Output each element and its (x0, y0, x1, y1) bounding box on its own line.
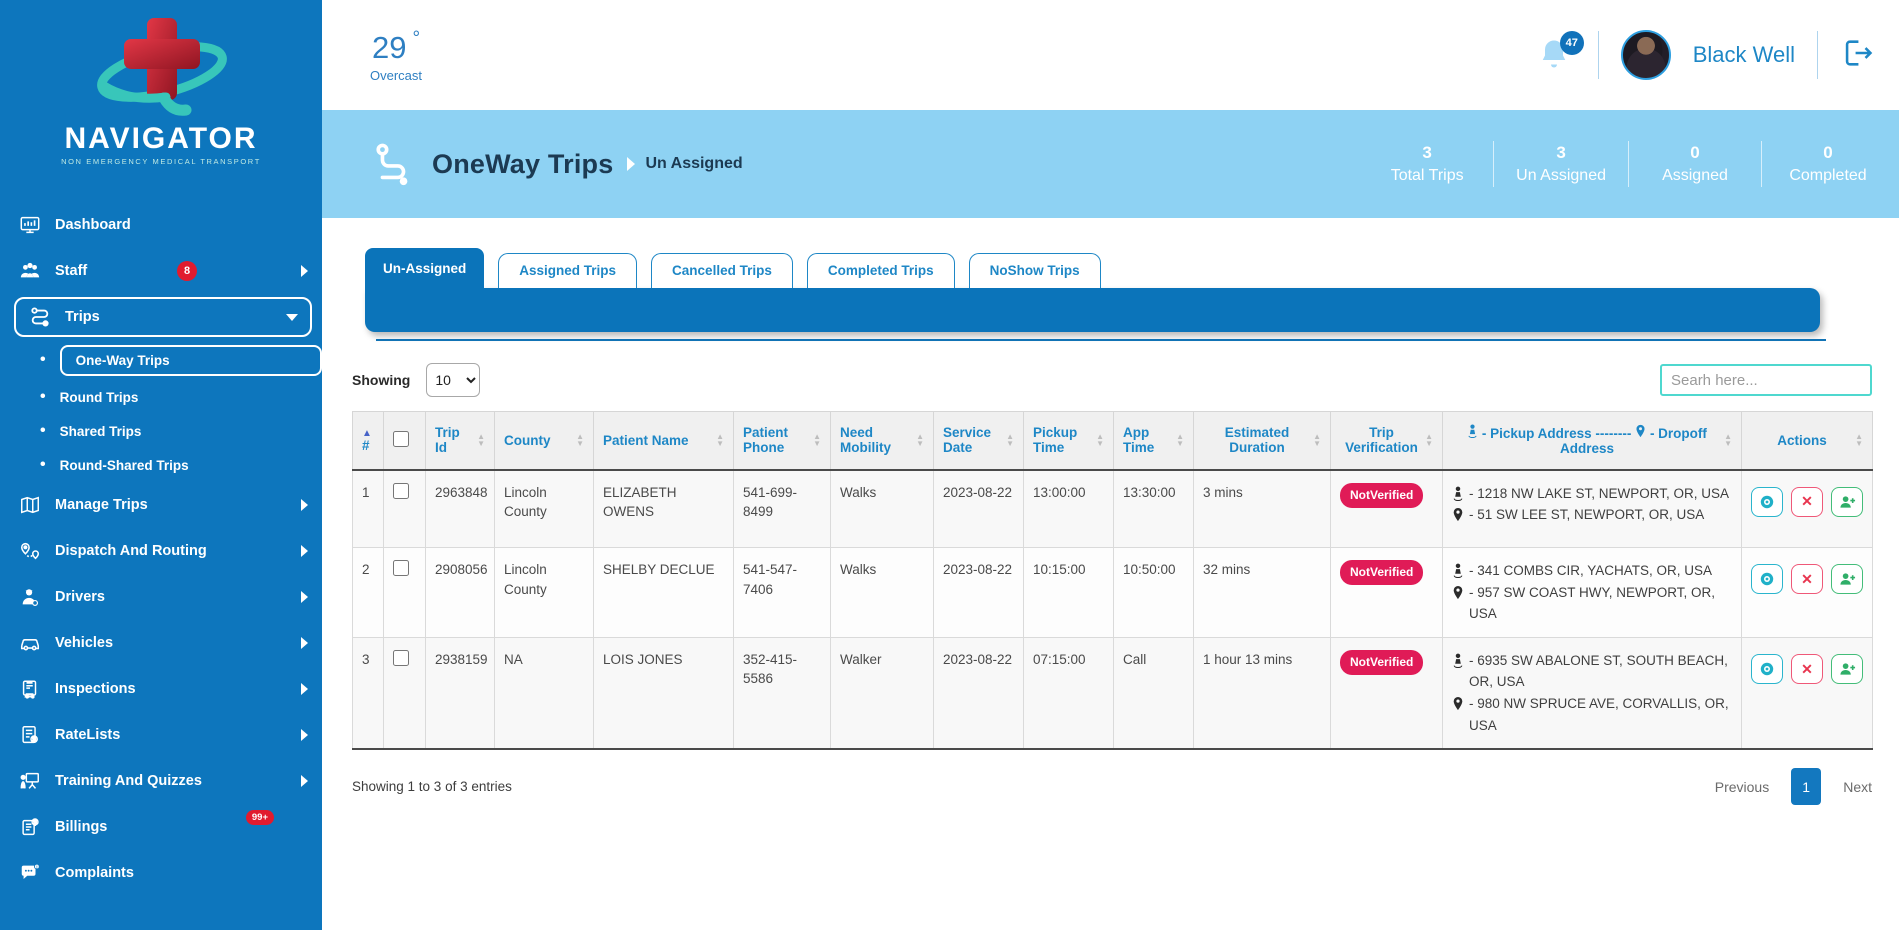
stat-total-trips (1375, 143, 1479, 185)
select-all-checkbox[interactable] (393, 431, 409, 447)
training-icon (18, 769, 42, 793)
estimated-duration-cell: 1 hour 13 mins (1194, 637, 1331, 749)
user-avatar[interactable] (1621, 30, 1671, 80)
view-trip-button[interactable] (1751, 654, 1783, 684)
dropoff-pin-icon (1452, 585, 1464, 600)
tab-assigned-trips[interactable]: Assigned Trips (498, 253, 637, 288)
view-trip-button[interactable] (1751, 564, 1783, 594)
patient-phone-cell: 541-699-8499 (734, 470, 831, 548)
sort-arrows[interactable]: ▲ ▼ (916, 432, 924, 449)
sort-arrows[interactable]: ▲ ▼ (1176, 432, 1184, 449)
submenu-item-label: One-Way Trips (60, 345, 322, 376)
stat-label: Total Trips (1390, 167, 1464, 184)
stat-value: 3 (1422, 143, 1432, 162)
pickup-person-icon (1452, 653, 1464, 668)
estimated-duration-cell: 3 mins (1194, 470, 1331, 548)
search-input[interactable] (1660, 364, 1872, 396)
actions-cell (1742, 548, 1873, 638)
staff-icon (18, 259, 42, 283)
service-date-cell: 2023-08-22 (934, 637, 1024, 749)
verification-status-badge: NotVerified (1340, 650, 1423, 675)
column-header-need-mobility[interactable]: Need Mobility ▲ ▼ (831, 412, 934, 470)
brand-name: NAVIGATOR (64, 122, 258, 155)
chevron-right-icon (301, 499, 308, 511)
divider (1817, 31, 1818, 79)
trip-stats (1375, 141, 1880, 187)
sort-arrows[interactable]: ▲ ▼ (1425, 432, 1433, 449)
app-time-cell: 10:50:00 (1114, 548, 1194, 638)
bullet-icon: • (40, 456, 46, 473)
logout-icon (1840, 36, 1874, 70)
row-select-cell (384, 637, 426, 749)
previous-page-button[interactable]: Previous (1714, 778, 1770, 795)
sort-arrows[interactable]: ▲ ▼ (716, 432, 724, 449)
trip-verification-cell (1331, 470, 1443, 548)
row-checkbox[interactable] (393, 560, 409, 576)
trip-verification-cell (1331, 548, 1443, 638)
svg-text:!: ! (36, 864, 38, 870)
pickup-person-icon (1452, 563, 1464, 578)
chevron-right-icon (301, 591, 308, 603)
divider (1493, 141, 1494, 187)
sidebar-subitem-shared-trips[interactable] (0, 414, 322, 448)
sort-arrows[interactable]: ▲ ▼ (813, 432, 821, 449)
stat-value: 3 (1556, 143, 1566, 162)
degree-symbol: ° (412, 27, 421, 49)
column-header-patient-name[interactable]: Patient Name ▲ ▼ (594, 412, 734, 470)
service-date-cell: 2023-08-22 (934, 470, 1024, 548)
sidebar-item-trips[interactable] (14, 297, 312, 337)
sidebar-item-ratelists[interactable] (0, 712, 322, 758)
driver-icon (18, 585, 42, 609)
billing-icon (18, 815, 42, 839)
sidebar-item-training-and-quizzes[interactable] (0, 758, 322, 804)
breadcrumb-chevron-icon (627, 157, 635, 171)
delete-trip-button[interactable] (1791, 564, 1823, 594)
patient-name-cell: ELIZABETH OWENS (594, 470, 734, 548)
page-header-band (322, 110, 1899, 218)
pickup-person-icon (1467, 424, 1478, 438)
tab-un-assigned[interactable]: Un-Assigned (365, 248, 484, 288)
person-plus-icon (1839, 661, 1856, 677)
page-title: OneWay Trips (432, 148, 614, 179)
inspection-icon (18, 677, 42, 701)
trip-id-cell: 2908056 (426, 548, 495, 638)
pickup-time-cell: 07:15:00 (1024, 637, 1114, 749)
chevron-right-icon (301, 637, 308, 649)
svg-text:$: $ (32, 737, 36, 744)
filter-panel (365, 288, 1820, 332)
sort-arrows[interactable]: ▲ ▼ (576, 432, 584, 449)
sidebar-item-dashboard[interactable] (0, 202, 322, 248)
chevron-right-icon (301, 683, 308, 695)
addresses-cell (1443, 470, 1742, 548)
row-index-cell: 1 (353, 470, 384, 548)
stat-assigned (1643, 143, 1747, 185)
row-select-cell (384, 548, 426, 638)
brand-logo (0, 0, 322, 166)
county-cell: Lincoln County (495, 470, 594, 548)
route-icon (370, 140, 416, 188)
sidebar-item-label: Dispatch And Routing (55, 543, 207, 559)
view-eye-icon (1759, 494, 1775, 510)
assign-driver-button[interactable] (1831, 654, 1863, 684)
pickup-person-icon (1452, 486, 1464, 501)
table-row (353, 470, 1873, 548)
pickup-time-cell: 13:00:00 (1024, 470, 1114, 548)
notifications-button[interactable] (1536, 35, 1576, 75)
row-index-cell: 3 (353, 637, 384, 749)
navigator-logo-icon (86, 10, 236, 128)
divider (1761, 141, 1762, 187)
view-eye-icon (1759, 661, 1775, 677)
submenu-item-label: Round-Shared Trips (59, 457, 189, 473)
sort-ascending-icon: ▲ (362, 428, 372, 440)
logout-button[interactable] (1840, 36, 1874, 75)
sidebar-subitem-one-way-trips[interactable] (0, 340, 322, 380)
column-header-select-all (384, 412, 426, 470)
chevron-right-icon (301, 775, 308, 787)
trip-verification-cell (1331, 637, 1443, 749)
column-header-service-date[interactable]: Service Date ▲ ▼ (934, 412, 1024, 470)
sidebar-item-label: Billings (55, 819, 108, 835)
svg-text:$: $ (33, 820, 37, 827)
sidebar-item-label: Vehicles (55, 635, 114, 651)
bullet-icon: • (40, 388, 46, 405)
addresses-cell (1443, 637, 1742, 749)
sidebar-item-label: Staff (55, 263, 88, 279)
chevron-right-icon (301, 265, 308, 277)
submenu-item-label: Round Trips (59, 389, 139, 405)
page-size-select[interactable] (426, 363, 480, 397)
stat-label: Assigned (1662, 167, 1728, 184)
sort-arrows[interactable]: ▲ ▼ (1096, 432, 1104, 449)
sort-arrows[interactable]: ▲ ▼ (477, 432, 485, 449)
weather-widget (370, 28, 422, 83)
sidebar-item-label: Trips (65, 309, 100, 325)
current-page-button[interactable]: 1 (1791, 768, 1821, 805)
verification-status-badge: NotVerified (1340, 560, 1423, 585)
pickup-address: - 1218 NW LAKE ST, NEWPORT, OR, USA (1452, 483, 1732, 505)
patient-phone-cell: 352-415-5586 (734, 637, 831, 749)
sidebar-item-manage-trips[interactable] (0, 482, 322, 528)
sidebar-subitem-round-trips[interactable] (0, 380, 322, 414)
bullet-icon: • (40, 351, 46, 368)
patient-phone-cell: 541-547-7406 (734, 548, 831, 638)
pickup-time-cell: 10:15:00 (1024, 548, 1114, 638)
vehicle-icon (18, 631, 42, 655)
sidebar-item-label: Complaints (55, 865, 134, 881)
staff-count-badge: 8 (177, 261, 197, 281)
table-row (353, 637, 1873, 749)
sidebar (0, 0, 322, 930)
trips-submenu (0, 340, 322, 482)
need-mobility-cell: Walks (831, 470, 934, 548)
trips-icon (28, 305, 52, 329)
column-header-trip-id[interactable]: Trip Id ▲ ▼ (426, 412, 495, 470)
billings-count-badge: 99+ (246, 810, 274, 825)
app-time-cell: 13:30:00 (1114, 470, 1194, 548)
person-plus-icon (1839, 571, 1856, 587)
sidebar-item-label: Drivers (55, 589, 105, 605)
column-header-trip-verification[interactable]: Trip Verification ▲ ▼ (1331, 412, 1443, 470)
temperature-value: 29 (371, 29, 407, 65)
column-header-actions[interactable]: Actions ▲ ▼ (1742, 412, 1873, 470)
sort-arrows[interactable]: ▲ ▼ (1006, 432, 1014, 449)
sidebar-item-label: Training And Quizzes (55, 773, 202, 789)
pagination (1715, 768, 1872, 805)
trip-id-cell: 2938159 (426, 637, 495, 749)
need-mobility-cell: Walks (831, 548, 934, 638)
sidebar-item-vehicles[interactable] (0, 620, 322, 666)
sidebar-item-drivers[interactable] (0, 574, 322, 620)
trip-id-cell: 2963848 (426, 470, 495, 548)
addresses-cell (1443, 548, 1742, 638)
stat-un-assigned (1508, 143, 1614, 185)
column-header-county[interactable]: County ▲ ▼ (495, 412, 594, 470)
entries-summary: Showing 1 to 3 of 3 entries (352, 779, 512, 795)
pickup-address: - 341 COMBS CIR, YACHATS, OR, USA (1452, 560, 1732, 582)
assign-driver-button[interactable] (1831, 564, 1863, 594)
sidebar-item-label: Dashboard (55, 217, 131, 233)
sidebar-item-dispatch-and-routing[interactable] (0, 528, 322, 574)
sort-arrows[interactable]: ▲ ▼ (1724, 432, 1732, 449)
dropoff-address: - 957 SW COAST HWY, NEWPORT, OR, USA (1452, 582, 1732, 625)
pickup-address: - 6935 SW ABALONE ST, SOUTH BEACH, OR, USA (1452, 650, 1732, 693)
dropoff-pin-icon (1452, 507, 1464, 522)
person-plus-icon (1839, 494, 1856, 510)
dropoff-pin-icon (1635, 424, 1646, 438)
sidebar-item-label: Inspections (55, 681, 136, 697)
tab-cancelled-trips[interactable]: Cancelled Trips (651, 253, 793, 288)
divider (1598, 31, 1599, 79)
dropoff-pin-icon (1452, 696, 1464, 711)
actions-cell (1742, 470, 1873, 548)
stat-label: Completed (1789, 167, 1867, 184)
service-date-cell: 2023-08-22 (934, 548, 1024, 638)
stat-value: 0 (1823, 143, 1833, 162)
ratelist-icon (18, 723, 42, 747)
county-cell: NA (495, 637, 594, 749)
showing-label: Showing (352, 372, 411, 388)
manage-trips-icon (18, 493, 42, 517)
chevron-down-icon (286, 314, 298, 321)
tab-noshow-trips[interactable]: NoShow Trips (969, 253, 1101, 288)
sidebar-item-label: RateLists (55, 727, 121, 743)
user-name[interactable]: Black Well (1692, 42, 1795, 67)
column-header-estimated-duration[interactable]: Estimated Duration ▲ ▼ (1194, 412, 1331, 470)
submenu-item-label: Shared Trips (59, 423, 142, 439)
bullet-icon: • (40, 422, 46, 439)
chevron-right-icon (301, 545, 308, 557)
complaint-icon (18, 861, 42, 885)
row-checkbox[interactable] (393, 483, 409, 499)
dropoff-address: - 980 NW SPRUCE AVE, CORVALLIS, OR, USA (1452, 693, 1732, 736)
topbar (322, 0, 1899, 110)
row-index-cell: 2 (353, 548, 384, 638)
patient-name-cell: LOIS JONES (594, 637, 734, 749)
sort-arrows[interactable]: ▲ ▼ (1313, 432, 1321, 449)
column-header-pickup-time[interactable]: Pickup Time ▲ ▼ (1024, 412, 1114, 470)
view-eye-icon (1759, 571, 1775, 587)
table-row (353, 548, 1873, 638)
estimated-duration-cell: 32 mins (1194, 548, 1331, 638)
trip-status-tabs (365, 248, 1873, 288)
sidebar-item-staff[interactable] (0, 248, 322, 294)
delete-trip-button[interactable] (1791, 654, 1823, 684)
sort-arrows[interactable]: ▲ ▼ (1855, 432, 1863, 449)
sidebar-subitem-round-shared-trips[interactable] (0, 448, 322, 482)
notification-count-badge: 47 (1560, 31, 1584, 55)
stat-label: Un Assigned (1516, 167, 1606, 184)
verification-status-badge: NotVerified (1340, 483, 1423, 508)
x-icon: ✕ (1801, 570, 1813, 587)
stat-completed (1776, 143, 1880, 185)
actions-cell (1742, 637, 1873, 749)
sidebar-item-inspections[interactable] (0, 666, 322, 712)
sidebar-menu (0, 202, 322, 896)
patient-name-cell: SHELBY DECLUE (594, 548, 734, 638)
trips-table (352, 411, 1873, 750)
sidebar-item-billings[interactable] (0, 804, 322, 850)
column-header-index[interactable]: ▲ # (353, 412, 384, 470)
tab-completed-trips[interactable]: Completed Trips (807, 253, 955, 288)
dispatch-icon (18, 539, 42, 563)
county-cell: Lincoln County (495, 548, 594, 638)
row-select-cell (384, 470, 426, 548)
dashboard-icon (18, 213, 42, 237)
x-icon: ✕ (1801, 660, 1813, 677)
divider (1628, 141, 1629, 187)
delete-trip-button[interactable] (1791, 487, 1823, 517)
column-header-patient-phone[interactable]: Patient Phone ▲ ▼ (734, 412, 831, 470)
x-icon: ✕ (1801, 493, 1813, 510)
assign-driver-button[interactable] (1831, 487, 1863, 517)
app-time-cell: Call (1114, 637, 1194, 749)
chevron-right-icon (301, 729, 308, 741)
table-body (353, 470, 1873, 750)
dropoff-address: - 51 SW LEE ST, NEWPORT, OR, USA (1452, 504, 1732, 526)
filter-underline (376, 337, 1826, 341)
need-mobility-cell: Walker (831, 637, 934, 749)
column-header-app-time[interactable]: App Time ▲ ▼ (1114, 412, 1194, 470)
sidebar-item-label: Manage Trips (55, 497, 148, 513)
next-page-button[interactable]: Next (1843, 778, 1872, 795)
column-header-addresses[interactable]: - Pickup Address -------- - Dropoff Address ▲ ▼ (1443, 412, 1742, 470)
weather-condition: Overcast (370, 67, 423, 83)
brand-tagline: NON EMERGENCY MEDICAL TRANSPORT (61, 157, 261, 166)
view-trip-button[interactable] (1751, 487, 1783, 517)
row-checkbox[interactable] (393, 650, 409, 666)
stat-value: 0 (1690, 143, 1700, 162)
sidebar-item-complaints[interactable] (0, 850, 322, 896)
breadcrumb: Un Assigned (645, 155, 743, 172)
